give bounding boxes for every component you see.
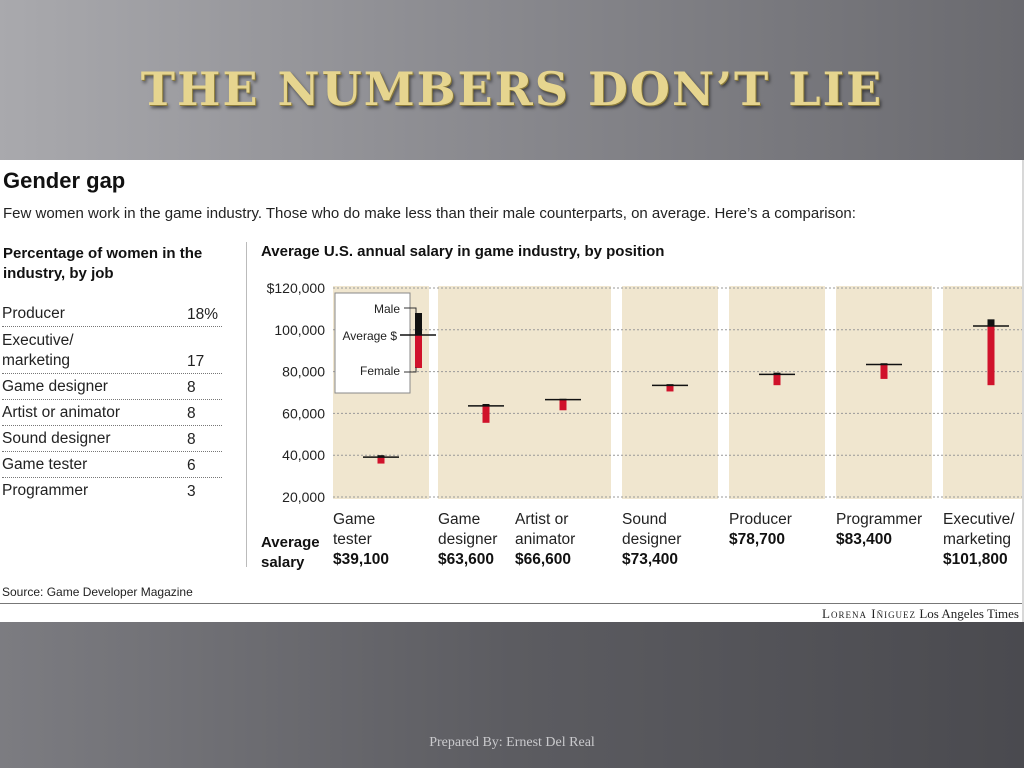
y-tick-label: 20,000: [282, 489, 325, 505]
legend-male-label: Male: [373, 302, 400, 316]
average-salary-label: $63,600: [438, 551, 495, 568]
slide-title: THE NUMBERS DON’T LIE: [140, 62, 884, 116]
chart-column-bg: [515, 286, 611, 499]
category-label: tester: [333, 531, 372, 548]
female-salary-bar: [774, 374, 781, 385]
graphic-title: Gender gap: [3, 168, 126, 193]
category-label: Sound: [622, 511, 667, 528]
category-label: marketing: [943, 531, 1012, 548]
average-salary-heading: Average: [261, 534, 320, 551]
female-salary-bar: [483, 406, 490, 423]
category-label: Executive/: [943, 511, 1015, 528]
y-tick-label: 80,000: [282, 363, 325, 380]
female-salary-bar: [881, 364, 888, 378]
salary-chart-heading: Average U.S. annual salary in game industry, by position: [261, 243, 665, 260]
category-label: designer: [622, 531, 682, 548]
average-salary-label: $101,800: [943, 551, 1008, 568]
average-salary-label: $66,600: [515, 551, 572, 568]
category-label: designer: [438, 531, 498, 548]
female-salary-bar: [378, 457, 385, 463]
job-percentage: 8: [187, 431, 196, 448]
average-salary-label: $39,100: [333, 551, 390, 568]
female-salary-bar: [988, 326, 995, 385]
category-label: Programmer: [836, 511, 923, 528]
source-divider: [0, 603, 1022, 604]
infographic-panel: [0, 160, 1024, 622]
chart-column-bg: [836, 286, 932, 499]
y-tick-label: 60,000: [282, 405, 325, 422]
average-salary-label: $73,400: [622, 551, 679, 568]
job-label: Executive/ marketing: [2, 332, 74, 369]
male-salary-bar: [988, 319, 995, 326]
salary-range-chart: [0, 160, 1022, 600]
category-label: Game: [333, 511, 376, 528]
job-percentage: 8: [187, 379, 196, 396]
job-percentage: 8: [187, 405, 196, 422]
legend-female-label: Female: [359, 364, 400, 378]
female-salary-bar: [560, 400, 567, 411]
women-percentage-heading: Percentage of women in the industry, by job: [3, 245, 203, 282]
legend-average-label: Average $: [342, 329, 397, 343]
female-salary-bar: [667, 385, 674, 391]
category-label: Producer: [729, 511, 792, 528]
category-label: Game: [438, 511, 481, 528]
y-tick-label: 40,000: [282, 447, 325, 464]
job-label: Sound designer: [2, 430, 111, 447]
source-note: Source: Game Developer Magazine: [2, 585, 193, 599]
job-label: Game designer: [2, 378, 108, 395]
chart-column-bg: [622, 286, 718, 499]
job-percentage: 17: [187, 353, 205, 370]
chart-column-bg: [943, 286, 1022, 499]
job-percentage: 3: [187, 483, 196, 500]
category-label: animator: [515, 531, 576, 548]
average-salary-label: $83,400: [836, 531, 893, 548]
job-label: Game tester: [2, 456, 88, 473]
y-tick-label: $120,000: [266, 280, 325, 296]
average-salary-heading: salary: [261, 554, 305, 571]
average-salary-label: $78,700: [729, 531, 786, 548]
legend-female-swatch: [415, 335, 422, 368]
legend-male-swatch: [415, 313, 422, 335]
job-label: Producer: [2, 305, 65, 322]
job-label: Programmer: [2, 482, 89, 499]
chart-column-bg: [729, 286, 825, 499]
category-label: Artist or: [515, 511, 569, 528]
y-tick-label: 100,000: [274, 321, 325, 338]
job-percentage: 6: [187, 457, 196, 474]
graphic-subtitle: Few women work in the game industry. Those who do make less than their male counterparts, on average. Here’s a comparison:: [3, 205, 856, 222]
job-label: Artist or animator: [2, 404, 121, 421]
credit-org: Los Angeles Times: [919, 606, 1019, 621]
slide-footer: Prepared By: Ernest Del Real: [429, 735, 595, 750]
credit-name: Lorena Iñiguez: [822, 606, 917, 621]
credit-line: [822, 606, 1019, 622]
job-percentage: 18%: [187, 306, 219, 323]
